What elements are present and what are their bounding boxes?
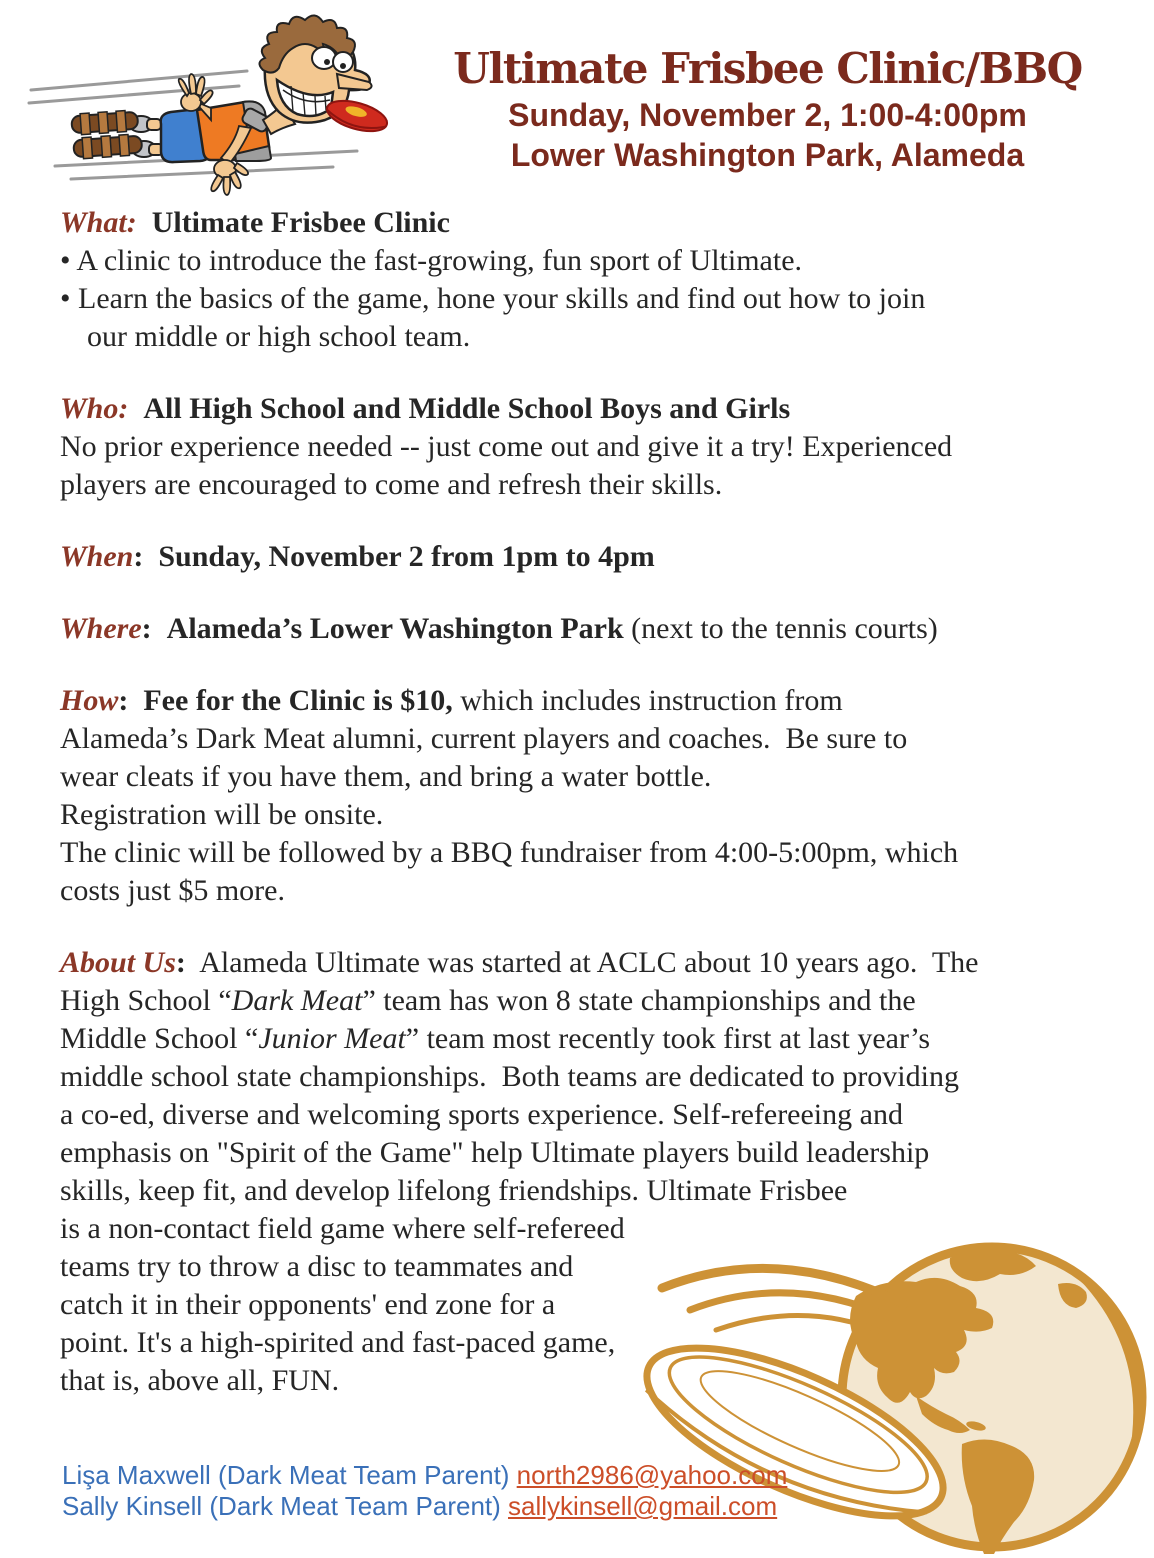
section-where [60, 610, 1122, 648]
text-run: • A clinic to introduce the fast-growing, fun sport of Ultimate. [60, 244, 803, 277]
text-run: : [118, 684, 129, 717]
text-run: Junior Meat [258, 1022, 406, 1055]
text-run: High School “ [60, 984, 232, 1017]
section-who [60, 390, 1122, 504]
text-run [143, 540, 158, 573]
section-label: What: [60, 206, 137, 239]
text-run [128, 684, 143, 717]
text-run: our middle or high school team. [87, 320, 471, 353]
text-line [60, 466, 1122, 504]
text-line [60, 318, 1122, 356]
contact-block [62, 1460, 787, 1522]
text-run: wear cleats if you have them, and bring a water bottle. [60, 760, 712, 793]
text-line [60, 1324, 1122, 1362]
text-run: that is, above all, FUN. [60, 1364, 340, 1397]
text-run: emphasis on "Spirit of the Game" help Ultimate players build leadership [60, 1136, 930, 1169]
text-run: : [175, 946, 186, 979]
mascot-cartoon-image [25, 8, 420, 198]
text-line [60, 944, 1122, 982]
text-line [60, 1058, 1122, 1096]
contact-row [62, 1491, 787, 1522]
subtitle-location: Lower Washington Park, Alameda [510, 137, 1025, 174]
text-line [60, 610, 1122, 648]
text-line [60, 1134, 1122, 1172]
text-run [128, 392, 143, 425]
text-run: point. It's a high-spirited and fast-paced game, [60, 1326, 616, 1359]
text-run: ” team has won 8 state championships and the [362, 984, 916, 1017]
sandals [71, 110, 163, 160]
red-frisbee [324, 95, 391, 137]
text-line [60, 796, 1122, 834]
text-run: The clinic will be followed by a BBQ fundraiser from 4:00-5:00pm, which [60, 836, 959, 869]
text-run: Dark Meat [231, 984, 363, 1017]
text-line [60, 758, 1122, 796]
text-run: Alameda’s Lower Washington Park [166, 612, 624, 645]
page-title: Ultimate Frisbee Clinic/BBQ [453, 44, 1082, 93]
text-run: players are encouraged to come and refresh their skills. [60, 468, 723, 501]
text-line [60, 390, 1122, 428]
text-run: is a non-contact field game where self-refereed [60, 1212, 625, 1245]
text-run: Fee for the Clinic is $10, [143, 684, 453, 717]
content-sections [60, 204, 1122, 1400]
subtitle-date: Sunday, November 2, 1:00-4:00pm [508, 97, 1027, 134]
text-line [60, 1096, 1122, 1134]
section-about [60, 944, 1122, 1400]
text-run: : [133, 540, 144, 573]
contact-email-link[interactable]: north2986@yahoo.com [516, 1460, 788, 1490]
text-line [60, 280, 1122, 318]
text-run: Registration will be onsite. [60, 798, 384, 831]
text-run: Alameda’s Dark Meat alumni, current players and coaches. Be sure to [60, 722, 908, 755]
text-run: : [141, 612, 152, 645]
text-run: Sunday, November 2 from 1pm to 4pm [158, 540, 655, 573]
section-label: Where [60, 612, 142, 645]
text-run: teams try to throw a disc to teammates and [60, 1250, 574, 1283]
contact-name: Lişa Maxwell (Dark Meat Team Parent) [62, 1460, 517, 1490]
text-line [60, 682, 1122, 720]
text-line [60, 242, 1122, 280]
section-label: Who: [60, 392, 129, 425]
text-run: • Learn the basics of the game, hone your skills and find out how to join [60, 282, 926, 315]
text-run: which includes instruction from [452, 684, 843, 717]
text-run: costs just $5 more. [60, 874, 285, 907]
section-label: When [60, 540, 134, 573]
text-line [60, 1172, 1122, 1210]
text-run: Middle School “ [60, 1022, 259, 1055]
text-run: catch it in their opponents' end zone for a [60, 1288, 556, 1321]
text-line [60, 428, 1122, 466]
text-line [60, 1286, 1122, 1324]
section-what [60, 204, 1122, 356]
text-line [60, 982, 1122, 1020]
contact-name: Sally Kinsell (Dark Meat Team Parent) [62, 1491, 509, 1521]
text-run: skills, keep fit, and develop lifelong friendships. Ultimate Frisbee [60, 1174, 848, 1207]
text-run: ” team most recently took first at last year’s [405, 1022, 931, 1055]
section-when [60, 538, 1122, 576]
text-line [60, 1020, 1122, 1058]
text-run: (next to the tennis courts) [623, 612, 938, 645]
text-run [152, 612, 167, 645]
text-run: a co-ed, diverse and welcoming sports experience. Self-refereeing and [60, 1098, 903, 1131]
text-line [60, 1248, 1122, 1286]
text-run: Alameda Ultimate was started at ACLC about 10 years ago. The [185, 946, 979, 979]
header-block [415, 46, 1120, 175]
section-label: About Us [60, 946, 176, 979]
text-line [60, 538, 1122, 576]
section-label: How [60, 684, 119, 717]
text-line [60, 872, 1122, 910]
text-run: Ultimate Frisbee Clinic [151, 206, 450, 239]
text-line [60, 204, 1122, 242]
text-line [60, 834, 1122, 872]
text-run [137, 206, 152, 239]
text-line [60, 720, 1122, 758]
text-line [60, 1362, 1122, 1400]
section-how [60, 682, 1122, 910]
text-run: middle school state championships. Both teams are dedicated to providing [60, 1060, 959, 1093]
text-line [60, 1210, 1122, 1248]
text-run: All High School and Middle School Boys and Girls [143, 392, 791, 425]
text-run: No prior experience needed -- just come out and give it a try! Experienced [60, 430, 953, 463]
contact-row [62, 1460, 787, 1491]
contact-email-link[interactable]: sallykinsell@gmail.com [508, 1491, 778, 1521]
